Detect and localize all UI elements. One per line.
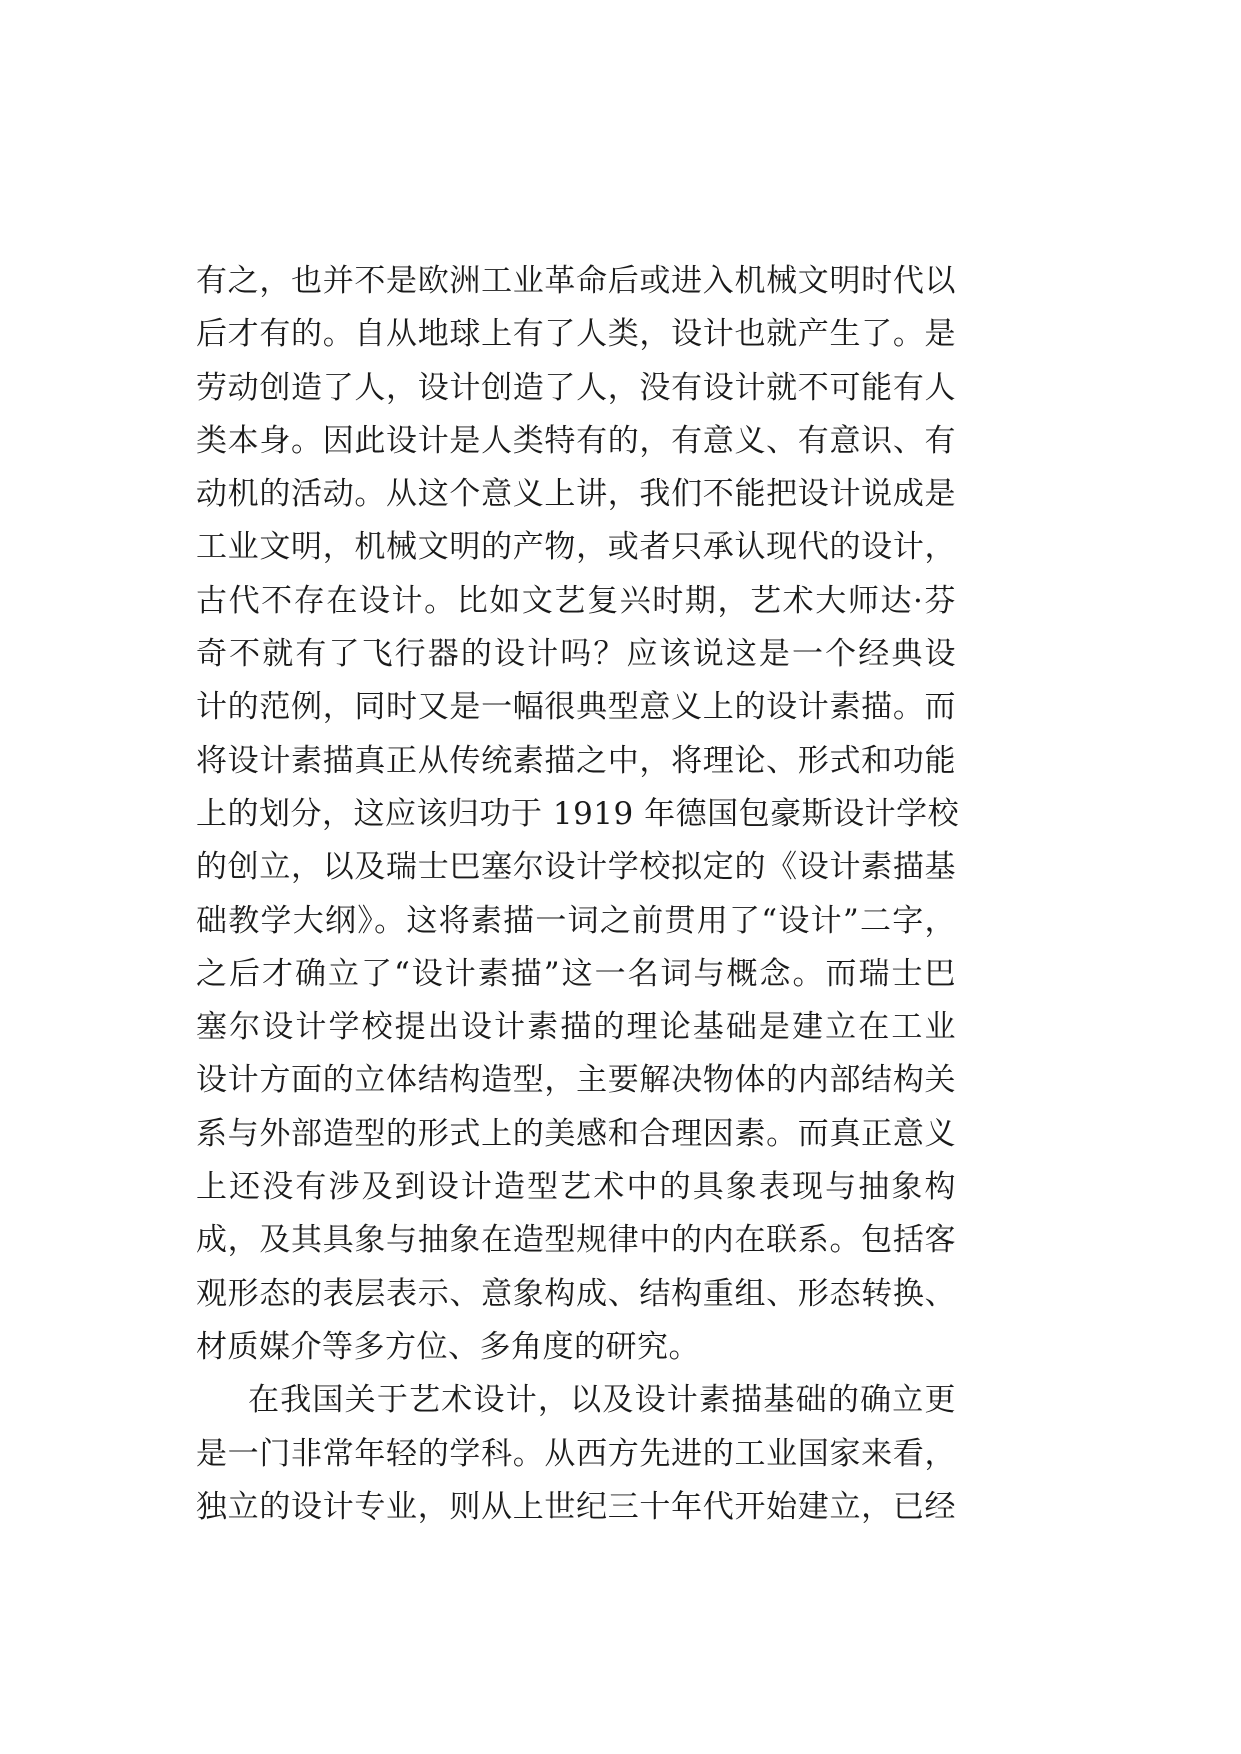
text-line: 观形态的表层表示、意象构成、结构重组、形态转换、 <box>196 1275 956 1312</box>
text-line: 系与外部造型的形式上的美感和合理因素。而真正意义 <box>196 1115 956 1152</box>
text-line: 成，及其具象与抽象在造型规律中的内在联系。包括客 <box>196 1222 956 1259</box>
text-line: 础教学大纲》。这将素描一词之前贯用了“设计”二字， <box>196 902 956 939</box>
text-line: 有之，也并不是欧洲工业革命后或进入机械文明时代以 <box>196 263 956 299</box>
text-line: 奇不就有了飞行器的设计吗？应该说这是一个经典设 <box>196 636 956 673</box>
text-line: 的创立，以及瑞士巴塞尔设计学校拟定的《设计素描基 <box>196 849 956 886</box>
text-line: 计的范例，同时又是一幅很典型意义上的设计素描。而 <box>196 689 956 726</box>
text-line: 后才有的。自从地球上有了人类，设计也就产生了。是 <box>196 316 956 353</box>
text-line: 独立的设计专业，则从上世纪三十年代开始建立，已经 <box>196 1488 956 1525</box>
paragraph-1 <box>196 255 960 1374</box>
text-line: 之后才确立了“设计素描”这一名词与概念。而瑞士巴 <box>196 955 956 992</box>
text-line: 塞尔设计学校提出设计素描的理论基础是建立在工业 <box>196 1009 956 1046</box>
text-line: 上的划分，这应该归功于 1919 年德国包豪斯设计学校 <box>196 795 960 832</box>
text-line: 将设计素描真正从传统素描之中，将理论、形式和功能 <box>196 742 956 779</box>
text-line: 动机的活动。从这个意义上讲，我们不能把设计说成是 <box>196 476 956 513</box>
paragraph-2 <box>196 1374 956 1534</box>
text-line: 上还没有涉及到设计造型艺术中的具象表现与抽象构 <box>196 1169 956 1206</box>
text-line: 材质媒介等多方位、多角度的研究。 <box>196 1328 700 1365</box>
text-line: 设计方面的立体结构造型，主要解决物体的内部结构关 <box>196 1062 956 1099</box>
text-line: 是一门非常年轻的学科。从西方先进的工业国家来看， <box>196 1435 956 1472</box>
body-text <box>196 255 960 1534</box>
text-line: 类本身。因此设计是人类特有的，有意义、有意识、有 <box>196 422 956 459</box>
text-line: 劳动创造了人，设计创造了人，没有设计就不可能有人 <box>196 369 956 406</box>
text-line: 在我国关于艺术设计，以及设计素描基础的确立更 <box>248 1382 956 1419</box>
text-line: 工业文明，机械文明的产物，或者只承认现代的设计， <box>196 529 956 566</box>
text-line: 古代不存在设计。比如文艺复兴时期，艺术大师达·芬 <box>196 582 956 619</box>
